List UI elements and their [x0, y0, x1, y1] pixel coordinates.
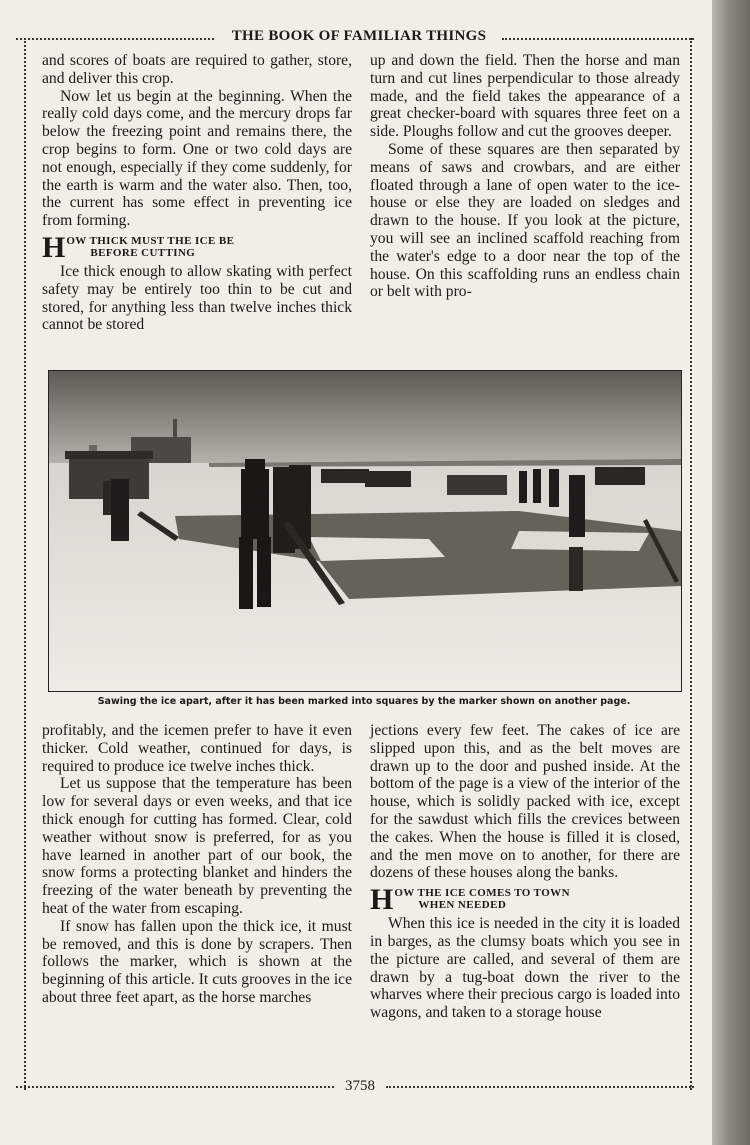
running-header: [16, 28, 694, 50]
subheading-line-1: OW THICK MUST THE ICE BE: [66, 234, 235, 247]
footer-ornament-left: [16, 1086, 334, 1088]
paragraph: Some of these squares are then separated by means of saws and crowbars, and are either floated through a lane of open water to the ice-house or else they are loaded on sledges and drawn to the house. If you look at the picture, you will see an inclined scaffold reaching from the water's edge to a door near the top of the house. On this scaffolding runs an endless chain or belt with pro-: [370, 140, 680, 301]
running-footer: [16, 1078, 694, 1098]
subheading-line-1: OW THE ICE COMES TO TOWN: [394, 887, 570, 900]
left-border-rule: [24, 38, 26, 1090]
right-border-rule: [690, 38, 692, 1090]
book-gutter-shadow: [712, 0, 750, 1145]
photo-caption: Sawing the ice apart, after it has been marked into squares by the marker shown on another page.: [97, 696, 631, 707]
subheading-line-2: BEFORE CUTTING: [90, 246, 196, 259]
ice-cutting-photo: [48, 370, 682, 692]
paragraph: Now let us begin at the beginning. When the really cold days come, and the mercury drops far below the freezing point and remains there, the crop begins to form. One or two cold days are not enough, especially if they come suddenly, for the earth is warm and the water also. Then, too, the current has some effect in preventing ice from forming.: [42, 87, 352, 230]
column-bottom-left: [42, 722, 352, 1007]
paragraph: profitably, and the icemen prefer to have it even thicker. Cold weather, continued for days, is required to produce ice twelve inches thick.: [42, 722, 352, 775]
column-top-left: [42, 52, 352, 334]
paragraph: Let us suppose that the temperature has been low for several days or even weeks, and that ice thick enough for cutting has formed. Clear, cold weather without snow is preferred, for as you have learned in another part of our book, the snow forms a protecting blanket and hinders the freezing of the water beneath by preventing the heat of the water from escaping.: [42, 775, 352, 917]
column-bottom-right: [370, 722, 680, 1022]
subheading-initial: H: [42, 230, 66, 264]
paragraph: and scores of boats are required to gather, store, and deliver this crop.: [42, 52, 352, 87]
column-top-right: [370, 52, 680, 301]
subheading-initial: H: [370, 883, 394, 917]
paragraph: Ice thick enough to allow skating with perfect safety may be entirely too thin to be cut and stored, for anything less than twelve inches thick cannot be stored: [42, 262, 352, 334]
paragraph: If snow has fallen upon the thick ice, it must be removed, and this is done by scrapers. Then follows the marker, which is shown at the beginning of this article. It cuts grooves in the ice about three feet apart, as the horse marches: [42, 917, 352, 1006]
header-title: THE BOOK OF FAMILIAR THINGS: [231, 28, 487, 44]
subheading: [42, 230, 352, 264]
footer-ornament-right: [386, 1086, 694, 1088]
paragraph: When this ice is needed in the city it is loaded in barges, as the clumsy boats which you see in the picture are called, and several of them are drawn by a tug-boat down the river to the wharves where their precious cargo is loaded into wagons, and taken to a storage house: [370, 915, 680, 1022]
paragraph: jections every few feet. The cakes of ice are slipped upon this, and as the belt moves are drawn up to the door and pushed inside. At the bottom of the page is a view of the interior of the house, which is solidly packed with ice, except for the sawdust which fills the crevices between the cakes. When the house is filled it is closed, and the men move on to another, for there are dozens of these houses along the banks.: [370, 722, 680, 882]
subheading: [370, 883, 680, 917]
subheading-line-2: WHEN NEEDED: [418, 899, 507, 912]
header-ornament-right: [502, 38, 694, 40]
page-number: 3758: [345, 1078, 375, 1094]
paragraph: up and down the field. Then the horse and man turn and cut lines perpendicular to those already made, and the field takes the appearance of a great checker-board with squares three feet on a side. Ploughs follow and cut the grooves deeper.: [370, 52, 680, 141]
header-ornament-left: [16, 38, 214, 40]
